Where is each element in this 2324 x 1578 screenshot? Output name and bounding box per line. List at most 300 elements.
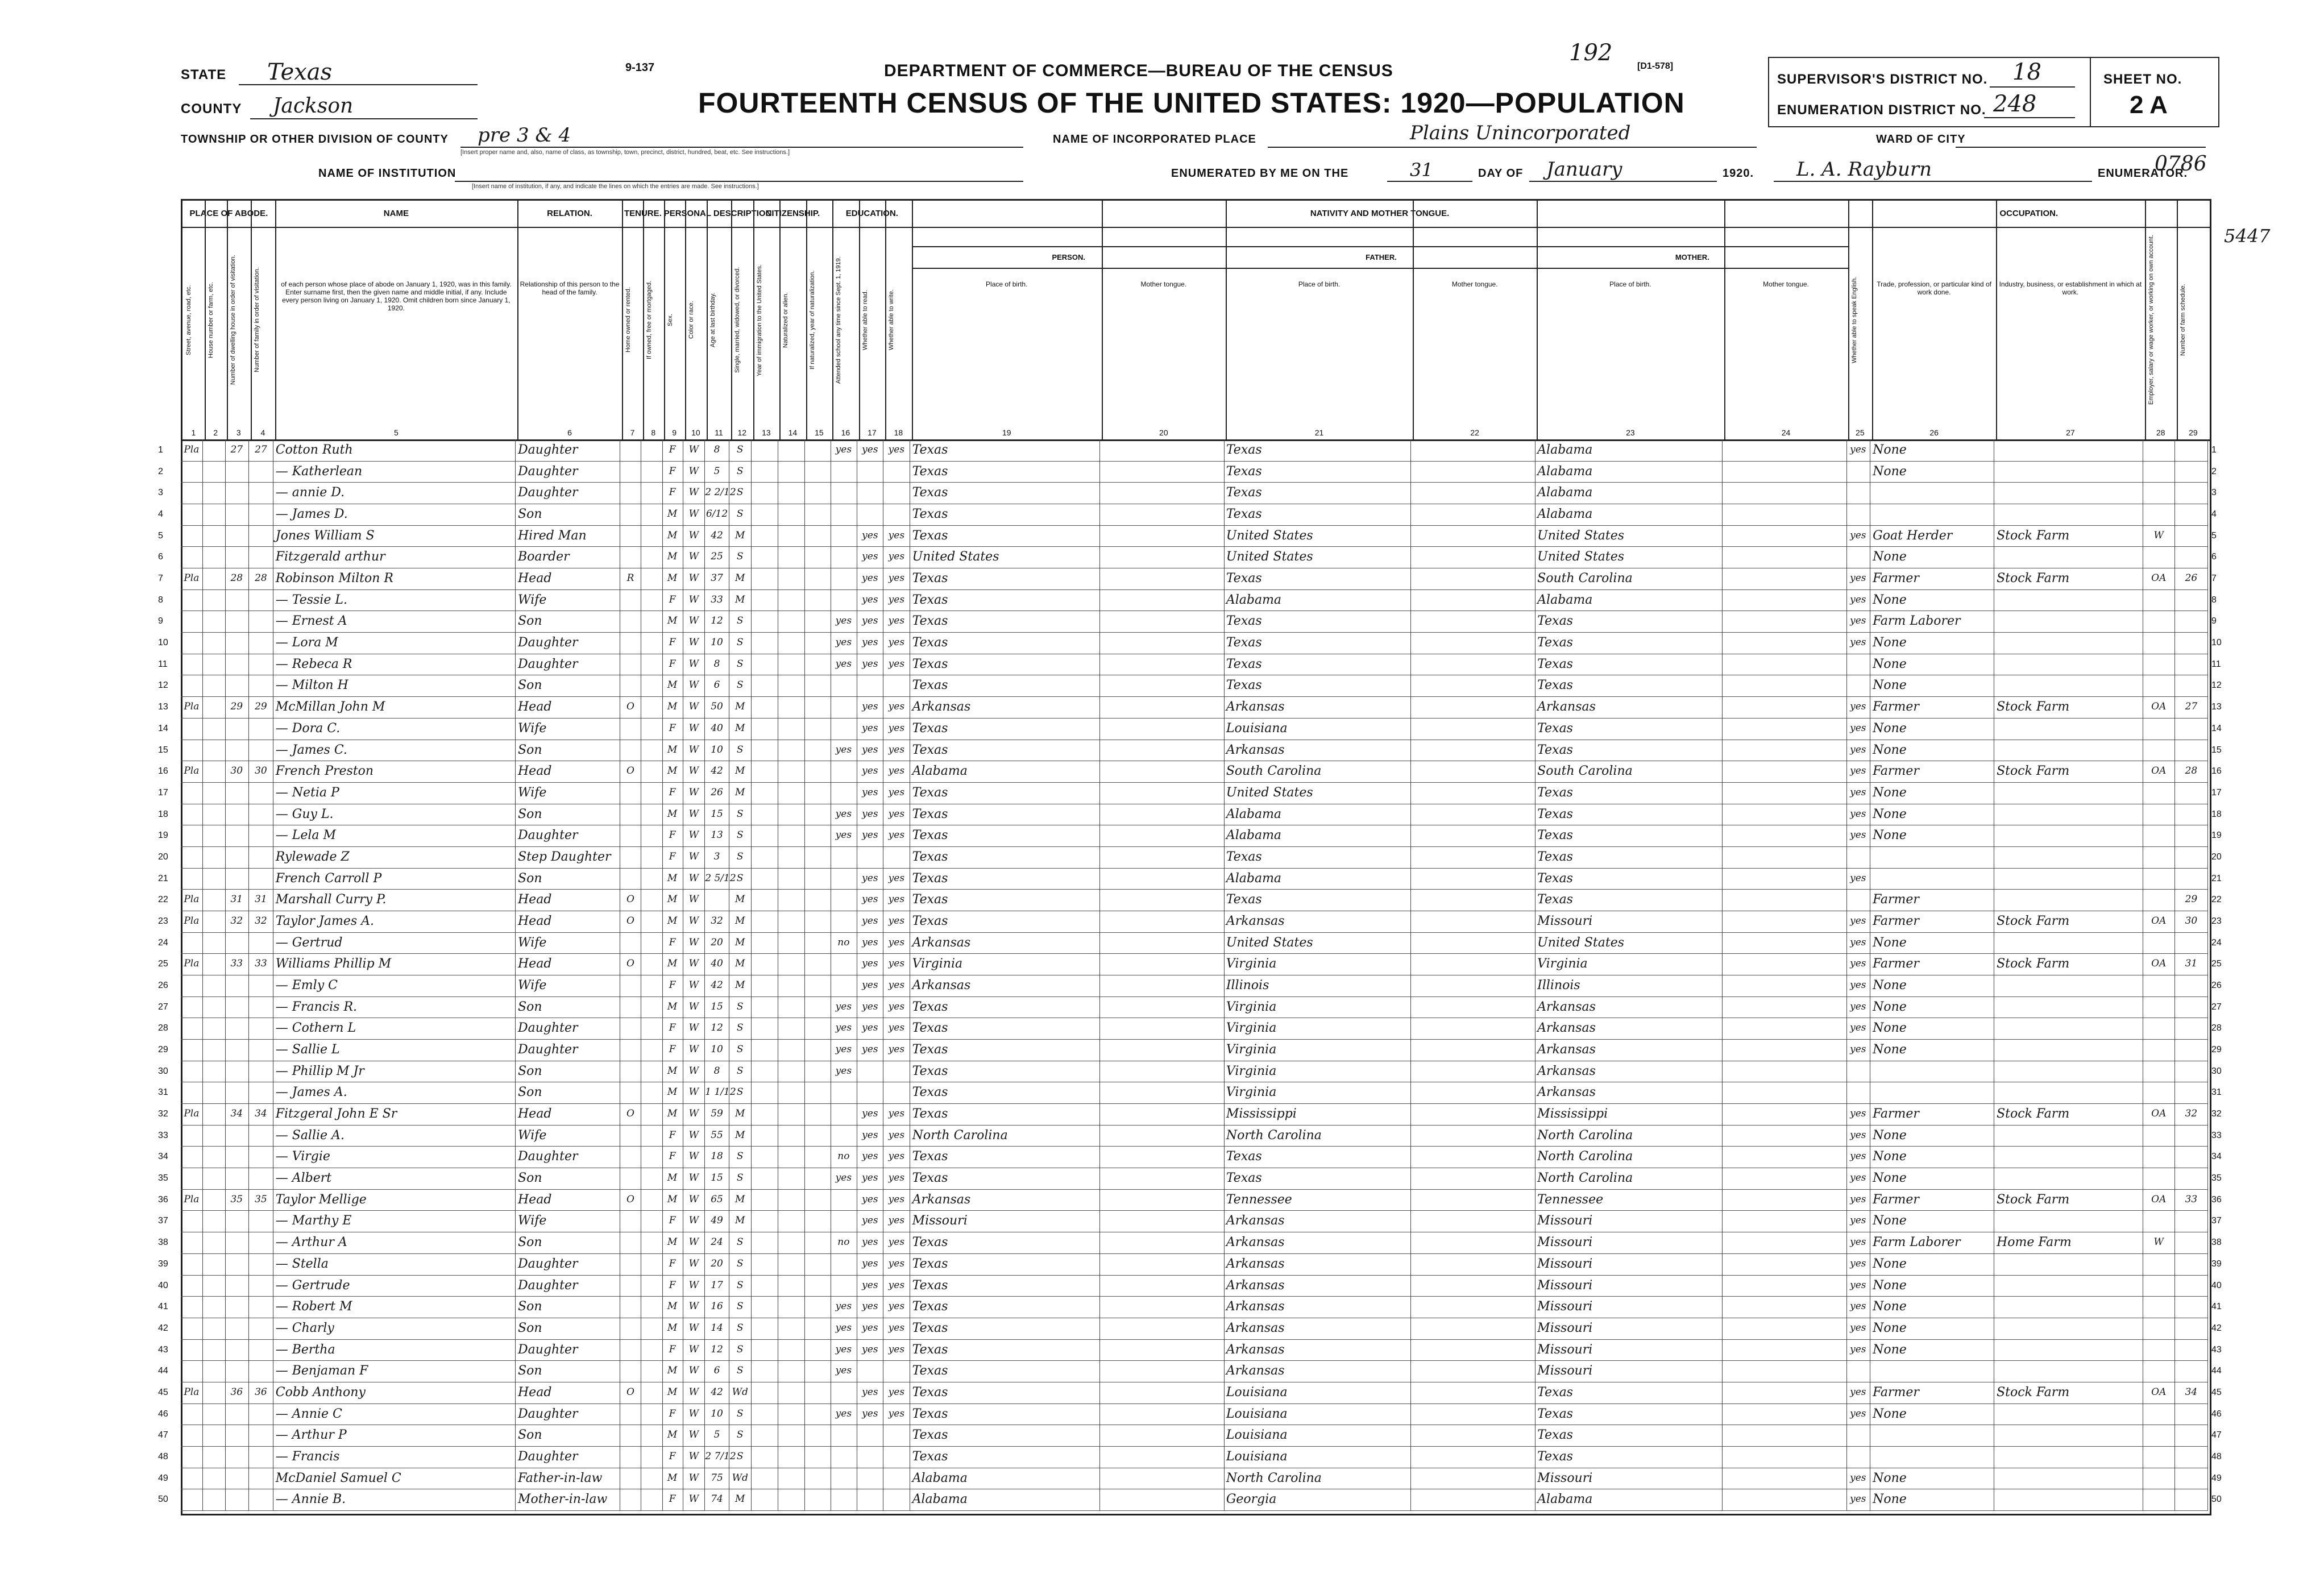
cell-empty [1100, 1039, 1225, 1061]
cell-rel: Son [516, 1232, 620, 1253]
cell-read: yes [857, 868, 884, 890]
cell-name: — Annie B. [273, 1489, 516, 1510]
cell-own [620, 1489, 641, 1510]
cell-age: 42 [705, 761, 729, 782]
cell-road [181, 546, 203, 568]
cell-ind [1994, 889, 2143, 911]
cell-mar: S [729, 1146, 752, 1168]
cell-name: — Charly [273, 1318, 516, 1339]
cell-sch: no [831, 1232, 857, 1253]
cell-farm [2175, 804, 2208, 825]
cell-own: O [620, 1189, 641, 1211]
cell-read [857, 1360, 884, 1382]
cell-sch [831, 911, 857, 932]
cell-rel: Son [516, 868, 620, 890]
cell-empty [752, 525, 779, 547]
cell-fpob: Texas [1224, 654, 1411, 675]
cell-empty [1411, 482, 1536, 504]
cell-rel: Daughter [516, 1039, 620, 1061]
cell-fam [249, 804, 273, 825]
row-number-right: 19 [2211, 830, 2222, 841]
cell-farm [2175, 1468, 2208, 1489]
cell-dw: 34 [225, 1103, 250, 1125]
cell-age: 49 [705, 1210, 729, 1232]
enumerator-name: L. A. Rayburn [1796, 158, 1932, 181]
cell-dw [225, 611, 250, 632]
cell-dw [225, 975, 250, 996]
cell-race: W [683, 1082, 706, 1103]
cell-empty [752, 1468, 779, 1489]
row-number-right: 49 [2211, 1473, 2222, 1483]
cell-read: yes [857, 1253, 884, 1275]
table-row [181, 804, 2208, 826]
cell-fpob: Texas [1224, 482, 1411, 504]
cell-name: — James D. [273, 504, 516, 525]
cell-pob: Texas [910, 1039, 1100, 1061]
cell-fpob: Arkansas [1224, 1275, 1411, 1297]
cell-age: 20 [705, 1253, 729, 1275]
cell-name: — Dora C. [273, 718, 516, 740]
cell-race: W [683, 761, 706, 782]
cell-empty [1100, 1082, 1225, 1103]
cell-occ: None [1870, 740, 1994, 761]
cell-road [181, 1360, 203, 1382]
column-head-18 [885, 201, 913, 439]
cell-rel: Boarder [516, 546, 620, 568]
cell-pob: Texas [910, 675, 1100, 696]
cell-fpob: Texas [1224, 439, 1411, 461]
cell-sex: F [662, 932, 683, 954]
cell-read: yes [857, 761, 884, 782]
cell-name: — Sallie L [273, 1039, 516, 1061]
incorporated-label: NAME OF INCORPORATED PLACE [1053, 133, 1256, 146]
cell-pob: Texas [910, 1403, 1100, 1425]
cell-age: 8 [705, 439, 729, 461]
column-number: 17 [868, 428, 877, 437]
cell-farm [2175, 589, 2208, 611]
cell-pob: Texas [910, 1232, 1100, 1253]
cell-empty [1100, 718, 1225, 740]
cell-write: yes [883, 1275, 910, 1297]
row-number-right: 46 [2211, 1409, 2222, 1419]
cell-empty [1100, 654, 1225, 675]
cell-emp [2143, 1360, 2175, 1382]
column-head-text: Place of birth. [1609, 280, 1651, 288]
cell-sch: yes [831, 804, 857, 825]
cell-sex: F [662, 461, 683, 483]
cell-empty [203, 1425, 226, 1446]
cell-write: yes [883, 546, 910, 568]
column-number: 22 [1470, 428, 1479, 437]
cell-ind [1994, 632, 2143, 654]
cell-empty [203, 1146, 226, 1168]
cell-road [181, 1232, 203, 1253]
cell-ind: Stock Farm [1994, 1103, 2143, 1125]
cell-pob: Texas [910, 825, 1100, 846]
cell-eng: yes [1846, 975, 1871, 996]
cell-dw [225, 868, 250, 890]
township-label: TOWNSHIP OR OTHER DIVISION OF COUNTY [181, 133, 449, 146]
cell-fam [249, 975, 273, 996]
cell-name: — Francis R. [273, 996, 516, 1018]
cell-empty [1411, 1425, 1536, 1446]
cell-empty [641, 504, 663, 525]
cell-fam [249, 825, 273, 846]
cell-empty [1100, 589, 1225, 611]
cell-dw [225, 632, 250, 654]
cell-empty [1723, 632, 1847, 654]
cell-emp [2143, 675, 2175, 696]
cell-empty [778, 696, 805, 718]
cell-empty [752, 718, 779, 740]
cell-sex: M [662, 1103, 683, 1125]
cell-eng [1846, 504, 1871, 525]
cell-occ: Farm Laborer [1870, 1232, 1994, 1253]
cell-age: 17 [705, 1275, 729, 1297]
cell-age: 33 [705, 589, 729, 611]
cell-farm [2175, 1275, 2208, 1297]
cell-empty [778, 568, 805, 589]
cell-emp [2143, 1468, 2175, 1489]
cell-read: yes [857, 1146, 884, 1168]
cell-fam [249, 1039, 273, 1061]
cell-race: W [683, 1425, 706, 1446]
cell-fpob: Illinois [1224, 975, 1411, 996]
cell-write: yes [883, 1296, 910, 1318]
cell-read: yes [857, 911, 884, 932]
cell-eng: yes [1846, 1468, 1871, 1489]
cell-empty [804, 718, 832, 740]
cell-empty [641, 975, 663, 996]
table-row [181, 1253, 2208, 1276]
cell-race: W [683, 1403, 706, 1425]
cell-fam [249, 654, 273, 675]
cell-empty [752, 1489, 779, 1510]
cell-fpob: United States [1224, 546, 1411, 568]
cell-empty [1100, 675, 1225, 696]
cell-write: yes [883, 1403, 910, 1425]
cell-farm [2175, 1061, 2208, 1082]
cell-emp [2143, 504, 2175, 525]
cell-occ [1870, 1360, 1994, 1382]
cell-sch: yes [831, 654, 857, 675]
cell-empty [1723, 868, 1847, 890]
row-number-left: 33 [158, 1130, 168, 1140]
cell-farm [2175, 975, 2208, 996]
cell-sex: M [662, 504, 683, 525]
row-number-left: 2 [158, 466, 163, 476]
row-number-left: 12 [158, 680, 168, 691]
cell-empty [641, 1446, 663, 1468]
column-head-text: Number of dwelling house in order of visitation. [229, 255, 236, 385]
cell-mpob: Alabama [1535, 1489, 1722, 1510]
cell-name: — Albert [273, 1168, 516, 1189]
cell-write [883, 1489, 910, 1510]
cell-empty [752, 1339, 779, 1361]
cell-ind [1994, 675, 2143, 696]
cell-write: yes [883, 740, 910, 761]
cell-empty [752, 1082, 779, 1103]
cell-own [620, 1403, 641, 1425]
cell-occ: None [1870, 825, 1994, 846]
cell-ind: Stock Farm [1994, 953, 2143, 975]
row-number-right: 50 [2211, 1494, 2222, 1505]
cell-empty [203, 1446, 226, 1468]
cell-empty [778, 1489, 805, 1510]
cell-ind [1994, 1403, 2143, 1425]
cell-empty [1411, 782, 1536, 804]
column-number: 2 [213, 428, 218, 437]
cell-eng [1846, 846, 1871, 868]
row-number-right: 43 [2211, 1344, 2222, 1355]
row-number-right: 20 [2211, 852, 2222, 862]
cell-fpob: Louisiana [1224, 1403, 1411, 1425]
cell-fpob: Louisiana [1224, 718, 1411, 740]
cell-dw [225, 1253, 250, 1275]
cell-occ [1870, 482, 1994, 504]
margin-code-1: 0786 [2155, 152, 2207, 176]
cell-own [620, 1061, 641, 1082]
row-number-left: 41 [158, 1302, 168, 1312]
row-number-left: 8 [158, 595, 163, 605]
cell-race: W [683, 1468, 706, 1489]
cell-fpob: Arkansas [1224, 1318, 1411, 1339]
cell-farm: 26 [2175, 568, 2208, 589]
group-person: PERSON. [912, 246, 1226, 269]
cell-road: Pla [181, 696, 203, 718]
cell-empty [641, 889, 663, 911]
cell-age: 65 [705, 1189, 729, 1211]
cell-own: O [620, 953, 641, 975]
column-number: 7 [630, 428, 635, 437]
cell-empty [203, 589, 226, 611]
cell-rel: Head [516, 953, 620, 975]
cell-pob: Texas [910, 1360, 1100, 1382]
row-number-left: 43 [158, 1344, 168, 1355]
cell-rel: Mother-in-law [516, 1489, 620, 1510]
cell-write: yes [883, 525, 910, 547]
row-number-left: 20 [158, 852, 168, 862]
cell-race: W [683, 1382, 706, 1403]
cell-rel: Wife [516, 1125, 620, 1147]
cell-read: yes [857, 1403, 884, 1425]
cell-dw [225, 1339, 250, 1361]
row-number-right: 47 [2211, 1430, 2222, 1440]
cell-empty [641, 804, 663, 825]
table-row [181, 1275, 2208, 1297]
cell-empty [1100, 932, 1225, 954]
cell-eng: yes [1846, 439, 1871, 461]
column-head-28 [2145, 201, 2178, 439]
cell-empty [778, 525, 805, 547]
column-head-21 [1226, 201, 1414, 439]
cell-race: W [683, 846, 706, 868]
cell-dw [225, 546, 250, 568]
cell-race: W [683, 461, 706, 483]
cell-dw: 35 [225, 1189, 250, 1211]
cell-empty [1411, 761, 1536, 782]
cell-empty [1723, 568, 1847, 589]
cell-race: W [683, 525, 706, 547]
cell-empty [752, 1425, 779, 1446]
cell-mar: S [729, 846, 752, 868]
cell-name: — annie D. [273, 482, 516, 504]
cell-own: R [620, 568, 641, 589]
cell-empty [778, 461, 805, 483]
column-head-text: Age at last birthday. [709, 292, 717, 348]
cell-road: Pla [181, 953, 203, 975]
cell-age: 15 [705, 804, 729, 825]
cell-empty [641, 996, 663, 1018]
cell-pob: Texas [910, 1382, 1100, 1403]
cell-fam [249, 1403, 273, 1425]
row-number-left: 30 [158, 1066, 168, 1076]
cell-age: 2 5/12 [705, 868, 729, 890]
cell-age: 75 [705, 1468, 729, 1489]
cell-rel: Head [516, 1382, 620, 1403]
cell-empty [641, 696, 663, 718]
cell-road [181, 1489, 203, 1510]
cell-ind [1994, 718, 2143, 740]
cell-farm [2175, 439, 2208, 461]
cell-fpob: Arkansas [1224, 1232, 1411, 1253]
cell-fpob: Alabama [1224, 589, 1411, 611]
column-number: 27 [2066, 428, 2075, 437]
cell-sex: F [662, 439, 683, 461]
cell-empty [1411, 932, 1536, 954]
column-head-text: Street, avenue, road, etc. [185, 285, 192, 355]
table-row [181, 439, 2208, 462]
column-head-4 [251, 201, 276, 439]
column-number: 19 [1002, 428, 1011, 437]
cell-rel: Head [516, 696, 620, 718]
cell-name: — Phillip M Jr [273, 1061, 516, 1082]
cell-empty [804, 911, 832, 932]
cell-farm [2175, 1489, 2208, 1510]
row-number-right: 3 [2211, 488, 2217, 498]
cell-read: yes [857, 740, 884, 761]
cell-fam: 35 [249, 1189, 273, 1211]
incorporated-value: Plains Unincorporated [1410, 122, 1631, 144]
cell-empty [203, 1039, 226, 1061]
cell-age: 6/12 [705, 504, 729, 525]
cell-read: yes [857, 718, 884, 740]
column-head-19 [912, 201, 1103, 439]
cell-own [620, 632, 641, 654]
cell-race: W [683, 1253, 706, 1275]
table-row [181, 504, 2208, 526]
cell-empty [1411, 1468, 1536, 1489]
cell-fpob: Texas [1224, 1168, 1411, 1189]
cell-empty [752, 1232, 779, 1253]
margin-code-2: 5447 [2224, 225, 2271, 247]
cell-pob: Texas [910, 1275, 1100, 1297]
cell-empty [778, 1039, 805, 1061]
cell-empty [778, 1125, 805, 1147]
cell-sex: M [662, 546, 683, 568]
table-row [181, 996, 2208, 1019]
cell-empty [641, 568, 663, 589]
cell-write: yes [883, 632, 910, 654]
cell-race: W [683, 868, 706, 890]
cell-rel: Wife [516, 589, 620, 611]
row-number-right: 36 [2211, 1194, 2222, 1205]
cell-empty [778, 1253, 805, 1275]
cell-empty [804, 1125, 832, 1147]
cell-empty [804, 1039, 832, 1061]
cell-farm [2175, 675, 2208, 696]
cell-age: 42 [705, 975, 729, 996]
column-head-1 [182, 201, 206, 439]
cell-emp [2143, 1082, 2175, 1103]
cell-empty [1723, 1168, 1847, 1189]
cell-ind [1994, 1018, 2143, 1039]
column-number: 26 [1929, 428, 1939, 437]
cell-road [181, 1061, 203, 1082]
cell-empty [804, 740, 832, 761]
cell-mpob: Texas [1535, 804, 1722, 825]
cell-mar: S [729, 1446, 752, 1468]
row-number-right: 16 [2211, 766, 2222, 776]
cell-empty [752, 1189, 779, 1211]
cell-own [620, 1146, 641, 1168]
cell-sch [831, 1253, 857, 1275]
cell-emp [2143, 1489, 2175, 1510]
cell-sex: M [662, 1296, 683, 1318]
cell-road [181, 1446, 203, 1468]
cell-empty [641, 589, 663, 611]
cell-empty [752, 975, 779, 996]
column-head-2 [205, 201, 228, 439]
cell-name: — Virgie [273, 1146, 516, 1168]
cell-race: W [683, 654, 706, 675]
cell-empty [1100, 825, 1225, 846]
cell-fam [249, 525, 273, 547]
cell-write: yes [883, 439, 910, 461]
ed-label: ENUMERATION DISTRICT NO. [1777, 102, 1986, 118]
row-number-left: 13 [158, 702, 168, 712]
row-number-left: 27 [158, 1002, 168, 1012]
cell-write: yes [883, 804, 910, 825]
cell-fpob: Alabama [1224, 868, 1411, 890]
cell-empty [804, 868, 832, 890]
cell-mar: S [729, 1253, 752, 1275]
cell-empty [752, 696, 779, 718]
cell-mpob: Texas [1535, 846, 1722, 868]
cell-empty [203, 1103, 226, 1125]
cell-empty [804, 1382, 832, 1403]
cell-fam [249, 782, 273, 804]
column-head-26 [1872, 201, 1997, 439]
cell-ind [1994, 1061, 2143, 1082]
cell-sch [831, 589, 857, 611]
cell-empty [778, 1425, 805, 1446]
cell-empty [752, 1253, 779, 1275]
cell-write: yes [883, 1146, 910, 1168]
cell-empty [778, 439, 805, 461]
table-row [181, 911, 2208, 933]
cell-mar: S [729, 439, 752, 461]
cell-empty [752, 1296, 779, 1318]
cell-fpob: United States [1224, 525, 1411, 547]
cell-empty [804, 825, 832, 846]
group-relation: RELATION. [517, 201, 622, 228]
cell-empty [1411, 1360, 1536, 1382]
cell-occ [1870, 868, 1994, 890]
cell-sex: F [662, 846, 683, 868]
cell-empty [752, 804, 779, 825]
cell-read [857, 846, 884, 868]
